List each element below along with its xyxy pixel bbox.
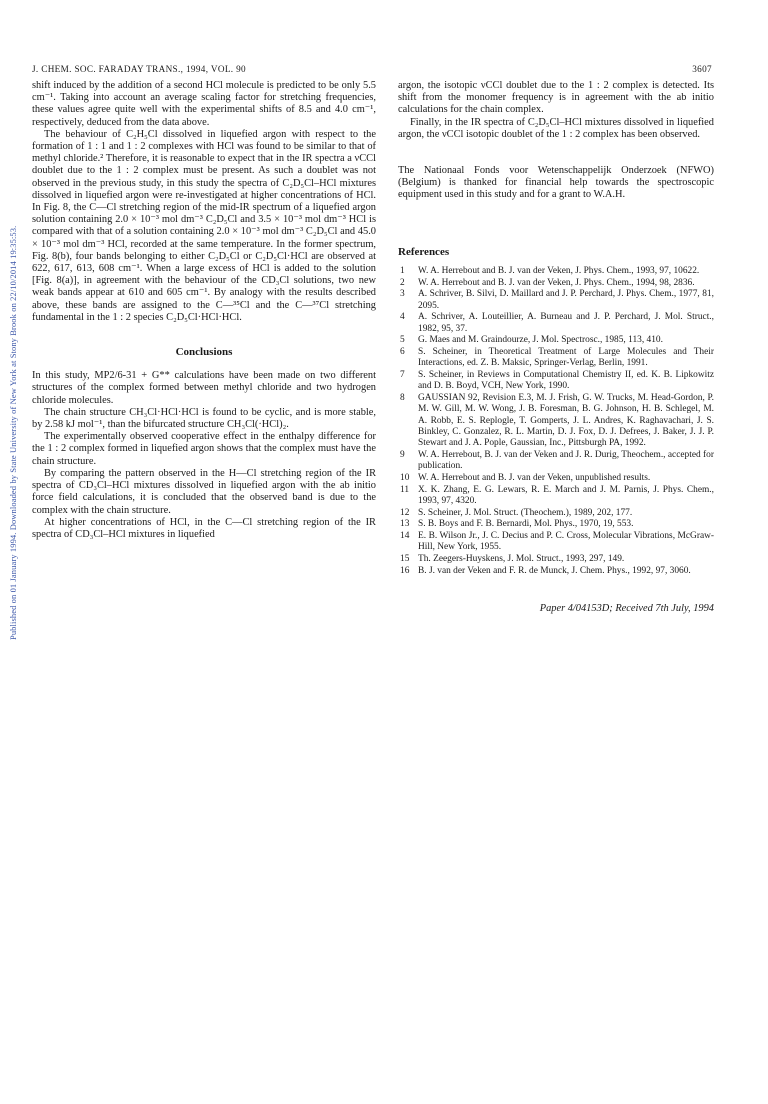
reference-item [398,554,714,565]
reference-number: 16 [400,566,410,577]
acknowledgement: The Nationaal Fonds voor Wetenschappelijk Onderzoek (NFWO) (Belgium) is thanked for financial help towards the spectroscopic equipment used in this study and for a grant to W.A.H. [398,165,714,201]
paragraph: In this study, MP2/6-31 + G** calculations have been made on two different structures of the complex formed between methyl chloride and two hydrogen chloride molecules. [32,370,376,406]
paragraph: Finally, in the IR spectra of C₂D₅Cl–HCl mixtures dissolved in liquefied argon, the νCCl isotopic doublet of the 1 : 2 complex has been observed. [398,116,714,140]
reference-text: W. A. Herrebout, B. J. van der Veken and J. R. Durig, Theochem., accepted for publication. [418,449,714,472]
left-column [32,80,376,541]
reference-text: B. J. van der Veken and F. R. de Munck, J. Chem. Phys., 1992, 97, 3060. [418,566,691,577]
paragraph: At higher concentrations of HCl, in the C—Cl stretching region of the IR spectra of CD₃Cl–HCl mixtures in liquefied [32,516,376,540]
reference-number: 12 [400,507,410,518]
reference-item [398,347,714,369]
reference-number: 10 [400,472,410,483]
reference-item [398,312,714,334]
download-watermark [0,225,18,700]
section-title-references: References [398,245,450,258]
reference-number: 11 [400,484,410,495]
reference-item [398,335,714,346]
page-number: 3607 [692,64,712,74]
reference-text: A. Schriver, A. Louteillier, A. Burneau and J. P. Perchard, J. Mol. Struct., 1982, 95, 37. [418,312,714,334]
reference-number: 15 [400,554,410,565]
reference-number: 1 [400,265,405,276]
reference-number: 2 [400,277,405,288]
reference-text: X. K. Zhang, E. G. Lewars, R. E. March and J. M. Parnis, J. Phys. Chem., 1993, 97, 4320. [418,484,714,506]
reference-number: 6 [400,347,405,358]
reference-number: 7 [400,370,405,381]
reference-text: E. B. Wilson Jr., J. C. Decius and P. C. Cross, Molecular Vibrations, McGraw-Hill, New York, 1955. [418,531,714,553]
reference-text: S. Scheiner, in Reviews in Computational Chemistry II, ed. K. B. Lipkowitz and D. B. Boyd, VCH, New York, 1990. [418,370,714,392]
right-column [398,80,714,615]
reference-item [398,473,714,484]
reference-item [398,519,714,530]
reference-text: W. A. Herrebout and B. J. van der Veken, unpublished results. [418,472,651,483]
reference-item [398,450,714,472]
reference-item [398,508,714,519]
paragraph: argon, the isotopic νCCl doublet due to the 1 : 2 complex is detected. Its shift from the monomer frequency is in agreement with the ab initio calculations for the chain complex. [398,80,714,116]
reference-item [398,566,714,577]
reference-text: W. A. Herrebout and B. J. van der Veken, J. Phys. Chem., 1993, 97, 10622. [418,265,700,276]
paragraph: The chain structure CH₃Cl·HCl·HCl is found to be cyclic, and is more stable, by 2.58 kJ mol⁻¹, than the bifurcated structure CH₃Cl(·HCl)₂. [32,406,376,431]
reference-item [398,370,714,392]
reference-list [398,266,714,577]
reference-number: 4 [400,312,405,323]
reference-item [398,485,714,507]
reference-number: 5 [400,335,405,346]
paper-received-line: Paper 4/04153D; Received 7th July, 1994 [539,603,714,615]
paragraph: By comparing the pattern observed in the H—Cl stretching region of the IR spectra of CD₃Cl–HCl mixtures dissolved in liquefied argon with the ab initio force field calculations, it is concluded that the observed band is due to the complex with the chain structure. [32,467,376,516]
reference-item [398,289,714,311]
journal-header: J. CHEM. SOC. FARADAY TRANS., 1994, VOL. 90 [32,64,246,74]
reference-number: 8 [400,393,405,404]
reference-item [398,266,714,277]
reference-item [398,393,714,449]
reference-item [398,278,714,289]
reference-text: W. A. Herrebout and B. J. van der Veken, J. Phys. Chem., 1994, 98, 2836. [418,277,695,288]
reference-text: A. Schriver, B. Silvi, D. Maillard and J. P. Perchard, J. Phys. Chem., 1977, 81, 2095. [418,289,714,311]
reference-number: 13 [400,519,410,530]
reference-item [398,531,714,553]
paragraph: The behaviour of C₂H₅Cl dissolved in liquefied argon with respect to the formation of 1 : 1 and 1 : 2 complexes with HCl was found to be similar to that of methyl chloride.² Therefore, it is reasonable to expect that in the IR spectra a νCCl doublet due to the 1 : 2 complex must be present. As such a doublet was not observed in the previous study, in this study the spectra of C₂D₅Cl–HCl mixtures dissolved in liquefied argon were re-investigated at higher concentrations of HCl. In Fig. 8, the C—Cl stretching region of the mid-IR spectrum of a liquefied argon solution containing 2.0 × 10⁻³ mol dm⁻³ C₂D₅Cl and 3.5 × 10⁻³ mol dm⁻³ HCl is compared with that of a solution containing 2.0 × 10⁻³ mol dm⁻³ C₂D₅Cl and 45.0 × 10⁻³ mol dm⁻³ HCl, recorded at the same temperature. In the former spectrum, Fig. 8(b), four bands belonging to either C₂D₅Cl or C₂D₅Cl·HCl are observed at 622, 617, 613, 608 cm⁻¹. When a large excess of HCl is added to the solution [Fig. 8(a)], in agreement with the behaviour of the CD₃Cl solutions, two new weak bands appear at 610 and 605 cm⁻¹. By analogy with the results described above, these bands are assigned to the C—³⁵Cl and the C—³⁷Cl stretching fundamental in the 1 : 2 species C₂D₅Cl·HCl·HCl. [32,128,376,323]
reference-text: G. Maes and M. Graindourze, J. Mol. Spectrosc., 1985, 113, 410. [418,335,663,346]
reference-number: 9 [400,449,405,460]
reference-number: 14 [400,531,410,542]
paragraph: shift induced by the addition of a second HCl molecule is predicted to be only 5.5 cm⁻¹. Taking into account an average scaling factor for stretching frequencies, these values agree quite well with the experimental shifts of 8.5 and 4.0 cm⁻¹, respectively, deduced from the data above. [32,80,376,128]
download-note: Published on 01 January 1994. Downloaded by State University of New York at Stony Brook on 22/10/2014 19:35:53. [8,225,18,640]
reference-text: GAUSSIAN 92, Revision E.3, M. J. Frish, G. W. Trucks, M. Head-Gordon, P. M. W. Gill, M. W. Wong, J. B. Foresman, B. G. Johnson, H. B. Schlegel, M. A. Robb, E. S. Replogle, T. Gomperts, J. L. Andres, K. Raghavachari, J. S. Binkley, C. Gonzalez, R. L. Martin, D. J. Fox, D. J. Defrees, J. Baker, J. J. P. Stewart and J. A. Pople, Gaussian, Inc., Pittsburgh PA, 1992. [418,393,714,449]
reference-text: S. Scheiner, in Theoretical Treatment of Large Molecules and Their Interactions, ed. Z. B. Maksic, Springer-Verlag, Berlin, 1991. [418,347,714,369]
section-title-conclusions: Conclusions [175,346,233,359]
reference-number: 3 [400,289,405,300]
reference-text: S. B. Boys and F. B. Bernardi, Mol. Phys., 1970, 19, 553. [418,519,634,530]
reference-text: Th. Zeegers-Huyskens, J. Mol. Struct., 1993, 297, 149. [418,554,625,565]
reference-text: S. Scheiner, J. Mol. Struct. (Theochem.), 1989, 202, 177. [418,507,633,518]
paragraph: The experimentally observed cooperative effect in the enthalpy difference for the 1 : 2 complex formed in liquefied argon shows that the complex must have the chain structure. [32,431,376,467]
